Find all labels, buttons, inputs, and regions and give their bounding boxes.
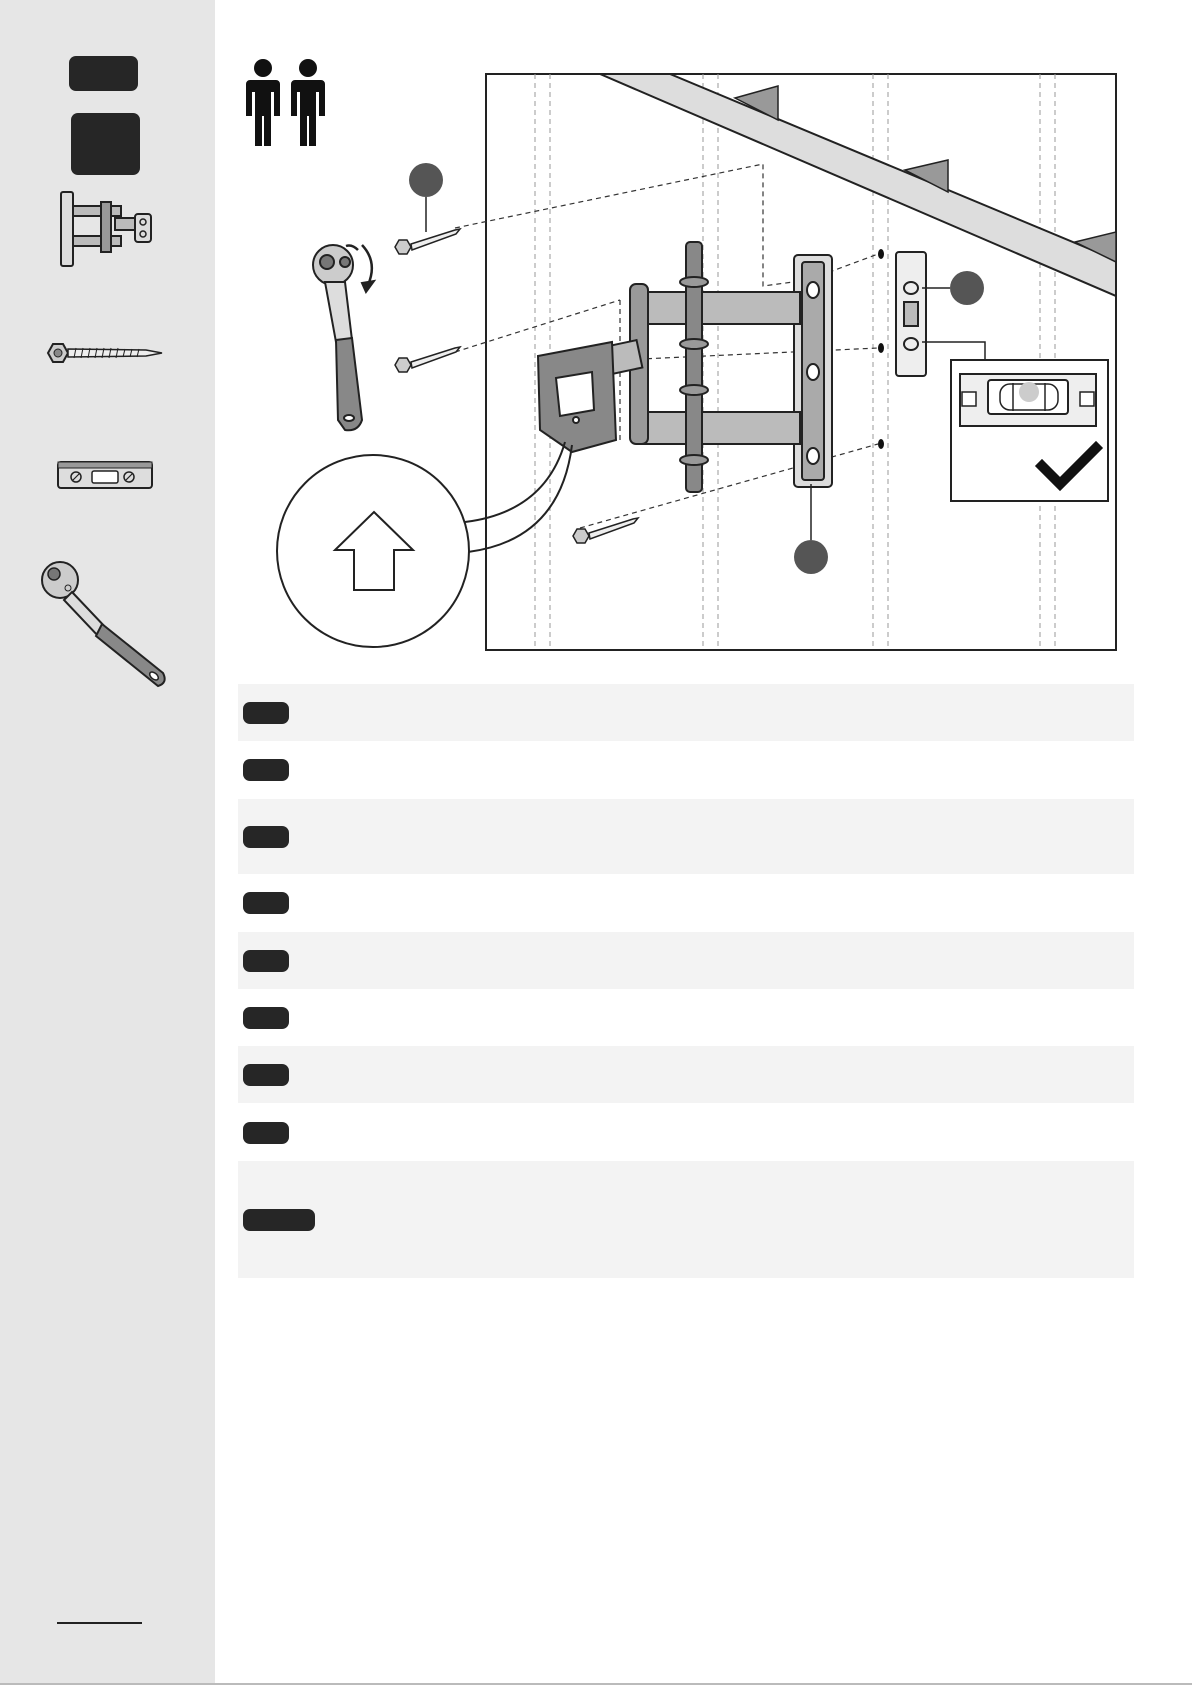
language-badge xyxy=(243,1122,289,1144)
instruction-row xyxy=(238,932,1134,989)
instruction-row xyxy=(238,989,1134,1046)
wall-level xyxy=(896,252,926,376)
instruction-row xyxy=(238,741,1134,798)
wall-plate xyxy=(794,255,832,487)
language-badge xyxy=(243,892,289,914)
language-badge xyxy=(243,702,289,724)
instruction-row xyxy=(238,684,1134,741)
two-people-icon xyxy=(246,59,325,146)
language-badge xyxy=(243,1209,315,1231)
callout-marker-3 xyxy=(794,540,828,574)
language-badge xyxy=(243,950,289,972)
callout-marker-2 xyxy=(950,271,984,305)
language-badge xyxy=(243,826,289,848)
callout-marker-1 xyxy=(409,163,443,197)
instruction-row xyxy=(238,1104,1134,1161)
ratchet-in-use xyxy=(313,245,374,430)
tv-head-plate xyxy=(538,342,616,452)
installation-illustration xyxy=(0,0,1192,680)
screw-middle xyxy=(395,347,460,372)
footer-rule xyxy=(57,1622,142,1624)
screw-top xyxy=(395,229,460,254)
instruction-row xyxy=(238,1046,1134,1103)
instruction-row xyxy=(238,1161,1134,1278)
instruction-row xyxy=(238,874,1134,931)
language-badge xyxy=(243,1064,289,1086)
language-badge xyxy=(243,759,289,781)
language-badge xyxy=(243,1007,289,1029)
instruction-row xyxy=(238,799,1134,874)
